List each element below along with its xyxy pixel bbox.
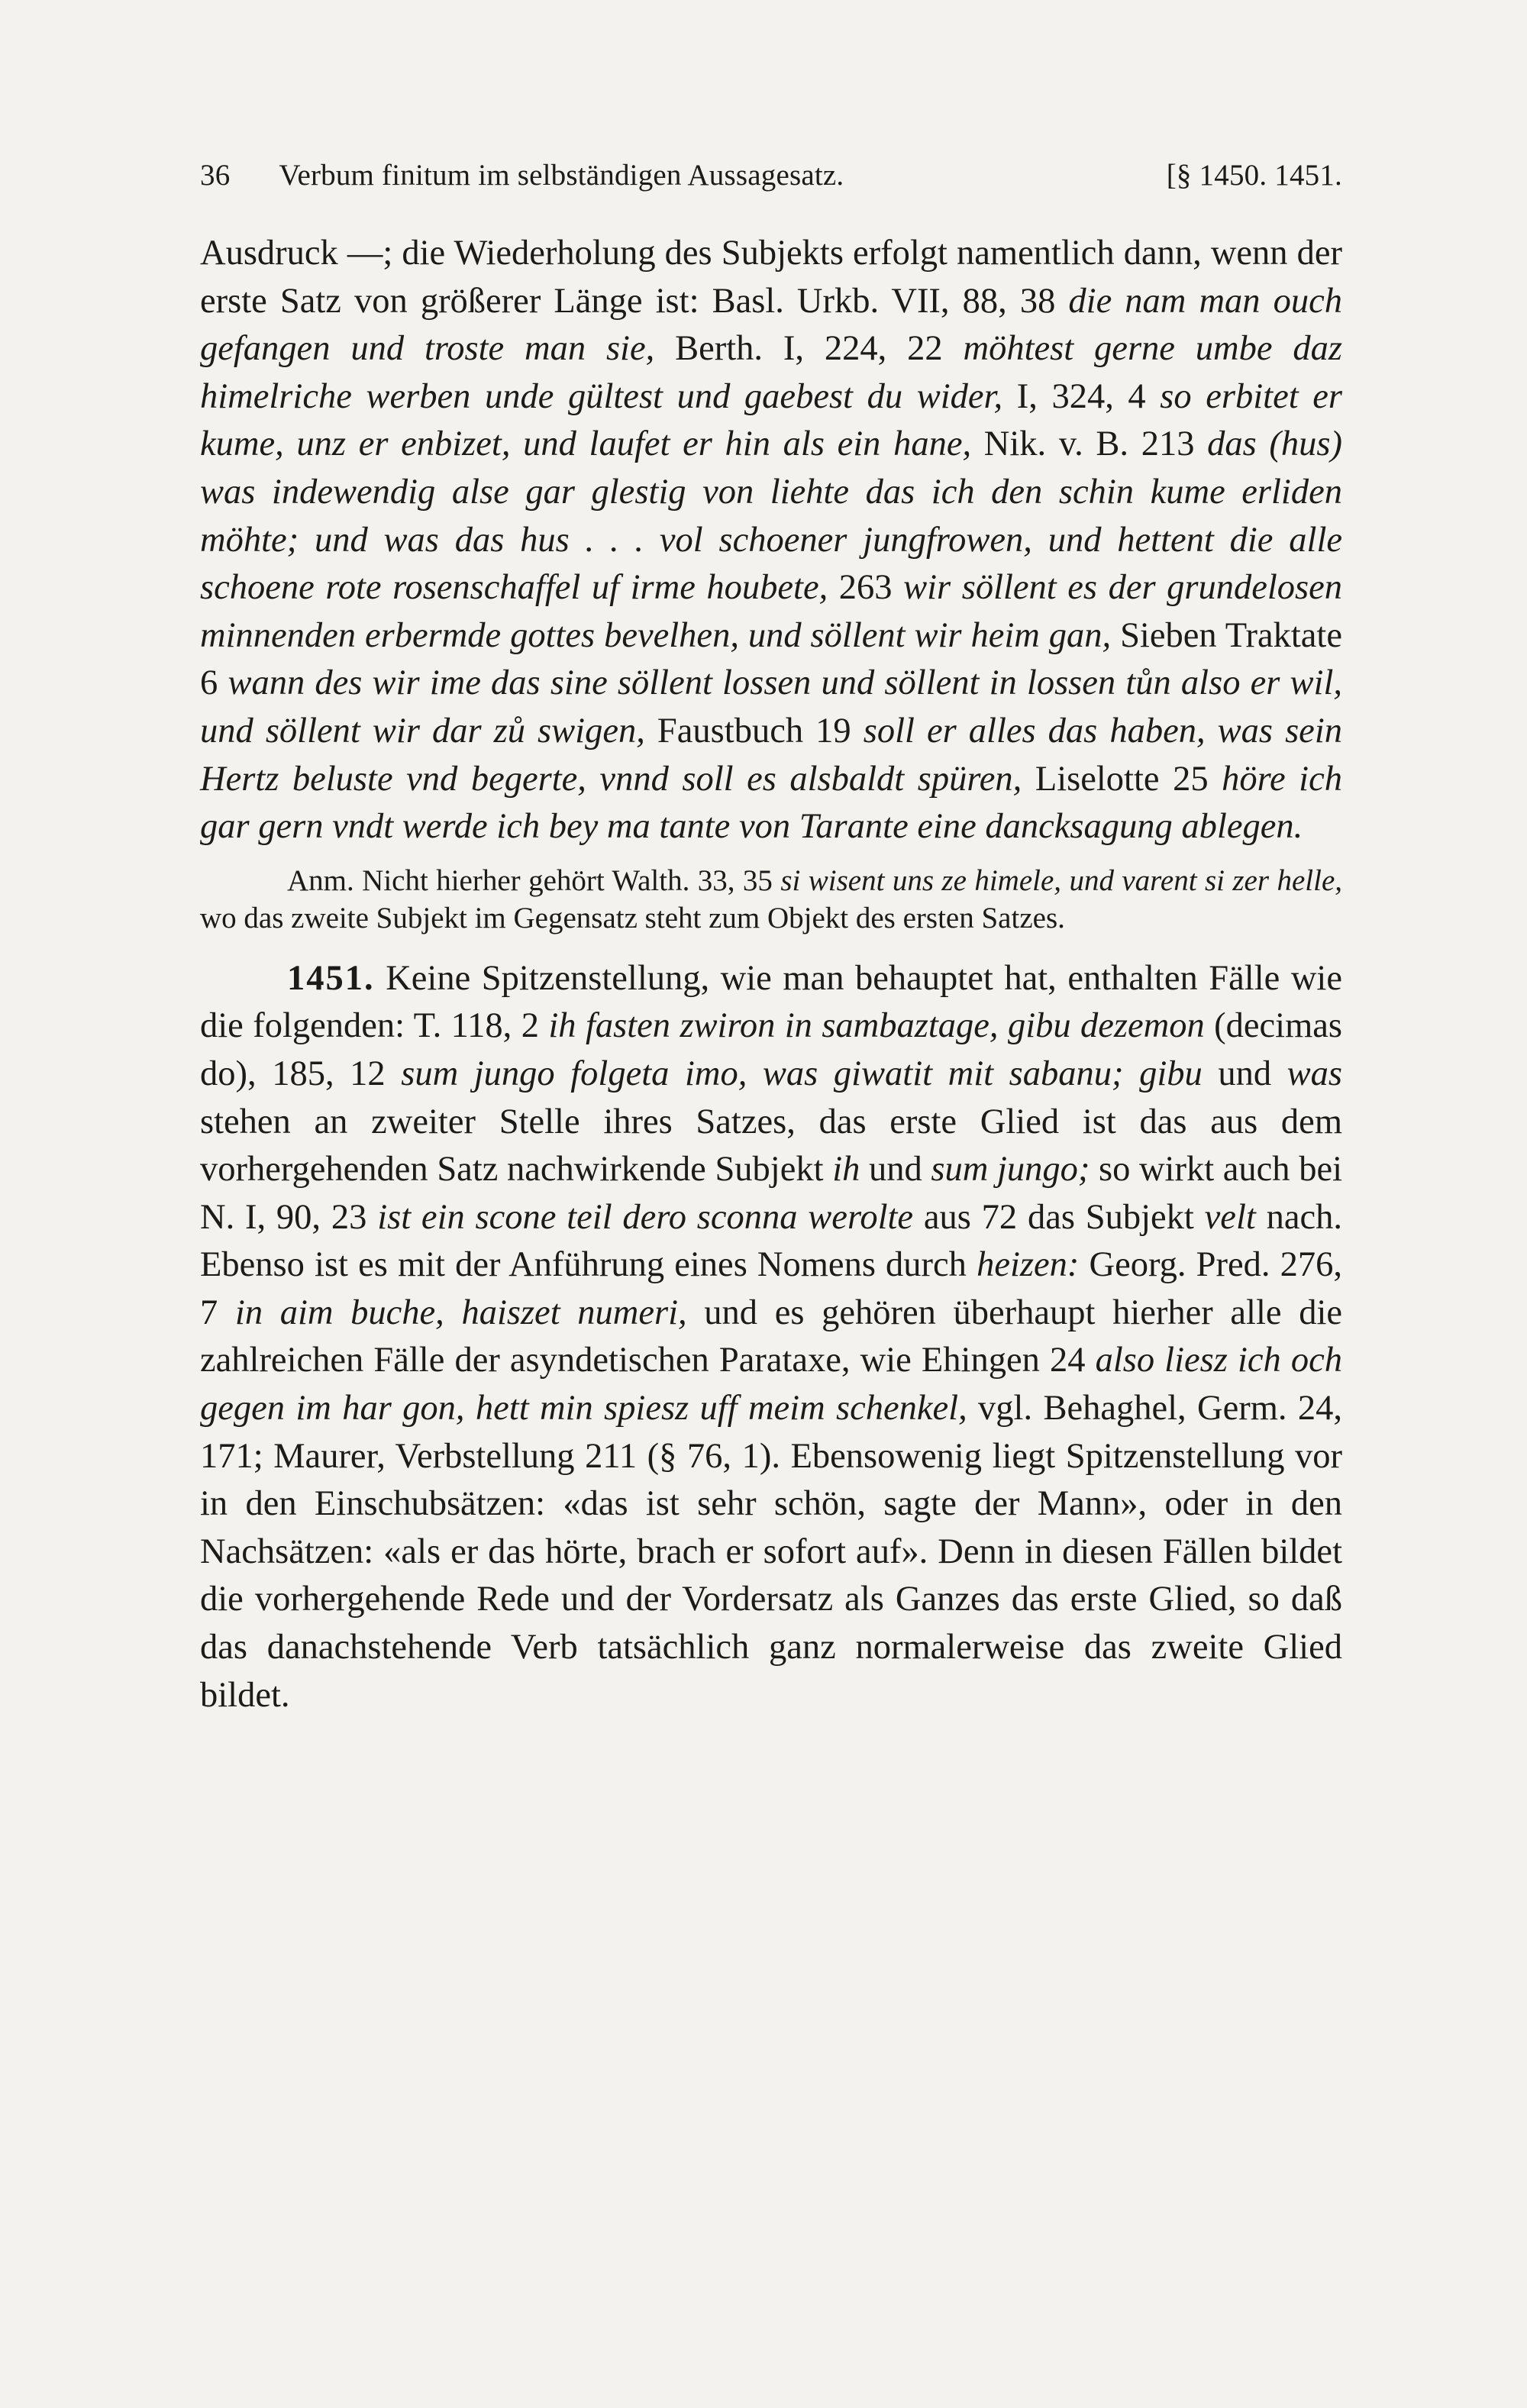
text-run: Nik. v. B. 213 bbox=[971, 424, 1208, 464]
quoted-text: so erbitet er kume, unz er enbizet, und laufet er hin als ein hane, bbox=[200, 376, 1342, 464]
text-run: Liselotte 25 bbox=[1022, 759, 1222, 799]
running-title: Verbum finitum im selbständigen Aussagesatz. bbox=[279, 159, 844, 192]
text-run: Berth. I, 224, 22 bbox=[654, 329, 964, 369]
text-run: Georg. Pred. 276, 7 bbox=[200, 1245, 1342, 1332]
text-run: Sieben Traktate 6 bbox=[200, 615, 1342, 703]
quoted-text: möhtest gerne umbe daz himelriche werben unde gültest und gaebest du wider, bbox=[200, 329, 1342, 416]
text-run: und es gehören überhaupt hierher alle die zahlreichen Fälle der asyndetischen Parataxe, wie Ehingen 24 bbox=[200, 1293, 1342, 1380]
paragraph-1450-continuation bbox=[200, 230, 1342, 851]
text-run: 263 bbox=[828, 568, 904, 608]
section-number: 1451. bbox=[287, 958, 375, 998]
quoted-text: ist ein scone teil dero sconna werolte bbox=[377, 1197, 914, 1237]
quoted-text: ih fasten zwiron in sambaztage, gibu dezemon bbox=[548, 1006, 1205, 1046]
text-run: (decimas do), 185, 12 bbox=[200, 1006, 1342, 1093]
text-run: wo das zweite Subjekt im Gegensatz steht zum Objekt des ersten Satzes. bbox=[200, 901, 1065, 934]
text-run: Faustbuch 19 bbox=[644, 711, 864, 750]
quoted-text: si wisent uns ze himele, und varent si zer helle, bbox=[780, 863, 1343, 897]
quoted-text: soll er alles das haben, was sein Hertz beluste vnd begerte, vnnd soll es alsbaldt spüren, bbox=[200, 711, 1342, 799]
quoted-text: sum jungo folgeta imo, was giwatit mit sabanu; bbox=[401, 1054, 1124, 1093]
quoted-text: das (hus) was indewendig alse gar glestig von liehte das ich den schin kume erliden möhte; und was das hus . . . vol schoener jungfrowen, und hettent die alle schoene rote rosenschaffel uf irme houbete, bbox=[200, 424, 1342, 608]
quoted-text: wir söllent es der grundelosen minnenden erbermde gottes bevelhen, und söllent wir heim gan, bbox=[200, 568, 1343, 655]
quoted-text: heizen: bbox=[977, 1245, 1080, 1285]
text-run: Ausdruck —; die Wiederholung des Subjekts erfolgt namentlich dann, wenn der erste Satz von größerer Länge ist: Basl. Urkb. VII, 88, 38 bbox=[200, 234, 1342, 321]
text-run bbox=[1123, 1054, 1139, 1093]
running-head bbox=[200, 157, 1342, 195]
quoted-text: gibu bbox=[1139, 1054, 1203, 1093]
paragraph-1451 bbox=[200, 955, 1342, 1720]
main-text bbox=[200, 230, 1342, 1719]
quoted-text: die nam man ouch gefangen und troste man sie, bbox=[200, 281, 1342, 369]
text-run: und bbox=[860, 1150, 931, 1189]
quoted-text: ih bbox=[832, 1150, 860, 1189]
quoted-text: wann des wir ime das sine söllent lossen und söllent in lossen tůn also er wil, und söllent wir dar zů swigen, bbox=[200, 663, 1343, 750]
section-reference: [§ 1450. 1451. bbox=[1166, 159, 1342, 192]
quoted-text: velt bbox=[1204, 1197, 1256, 1237]
text-run: Keine Spitzenstellung, wie man behauptet hat, enthalten Fälle wie die folgenden: T. 118, 2 bbox=[200, 958, 1342, 1046]
quoted-text: in aim buche, haiszet numeri, bbox=[234, 1293, 687, 1332]
quoted-text: was bbox=[1286, 1054, 1343, 1093]
text-run: Anm. Nicht hierher gehört Walth. 33, 35 bbox=[287, 863, 781, 897]
annotation-note bbox=[200, 862, 1342, 937]
text-run: und bbox=[1202, 1054, 1287, 1093]
page-number: 36 bbox=[200, 159, 231, 192]
text-run: stehen an zweiter Stelle ihres Satzes, das erste Glied ist das aus dem vorhergehenden Satz nachwirkende Subjekt bbox=[200, 1102, 1342, 1189]
text-run: vgl. Behaghel, Germ. 24, 171; Maurer, Verbstellung 211 (§ 76, 1). Ebensowenig liegt Spitzenstellung vor in den Einschubsätzen: «das ist sehr schön, sagte der Mann», oder in den Nachsätzen: «als er das hörte, brach er sofort auf». Denn in diesen Fällen bildet die vorhergehende Rede und der Vordersatz als Ganzes das erste Glied, so daß das danachstehende Verb tatsächlich ganz normalerweise das zweite Glied bildet. bbox=[200, 1389, 1342, 1715]
text-run: aus 72 das Subjekt bbox=[913, 1197, 1205, 1237]
text-run: nach. Ebenso ist es mit der Anführung eines Nomens durch bbox=[200, 1197, 1343, 1285]
book-page bbox=[200, 157, 1342, 1719]
text-run: so wirkt auch bei N. I, 90, 23 bbox=[200, 1150, 1342, 1237]
quoted-text: sum jungo; bbox=[931, 1150, 1090, 1189]
text-run: I, 324, 4 bbox=[1002, 376, 1161, 416]
quoted-text: also liesz ich och gegen im har gon, hett min spiesz uff meim schenkel, bbox=[200, 1341, 1342, 1428]
quoted-text: höre ich gar gern vndt werde ich bey ma tante von Tarante eine dancksagung ablegen. bbox=[200, 759, 1342, 847]
